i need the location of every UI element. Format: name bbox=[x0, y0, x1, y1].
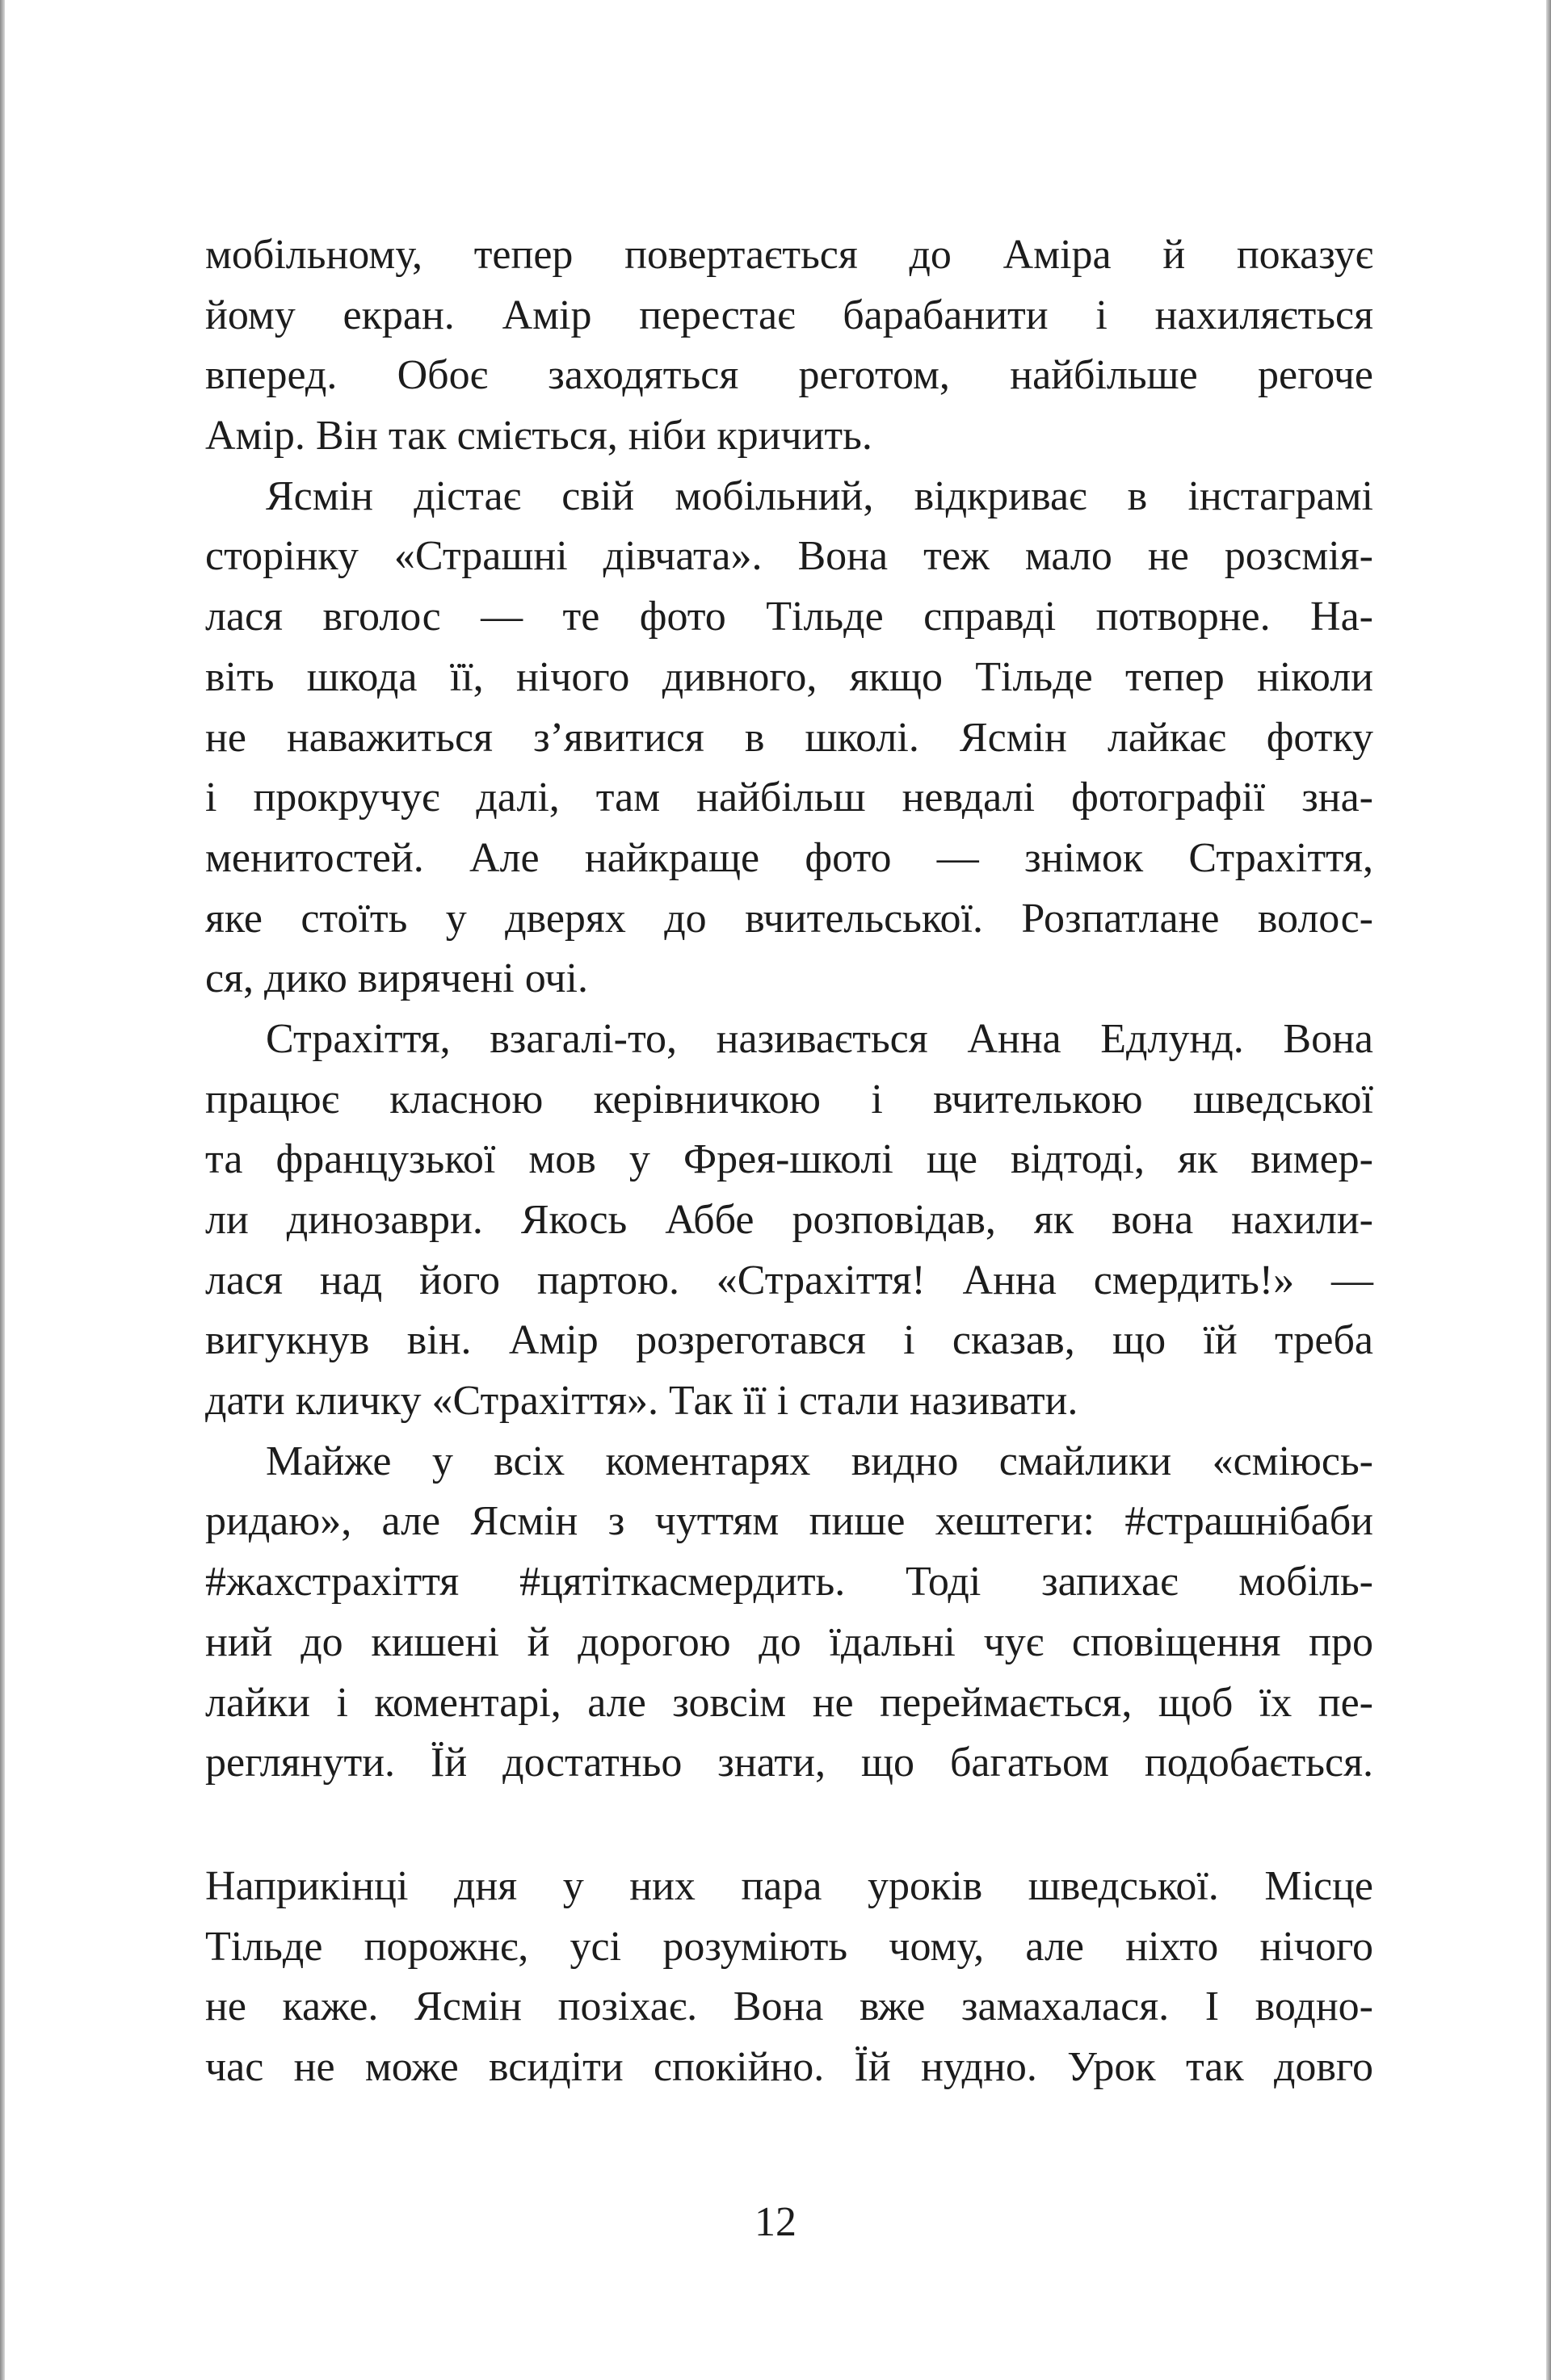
text-line: лася вголос — те фото Тільде справді потворне. На- bbox=[205, 594, 1373, 640]
text-line: і прокручує далі, там найбільш невдалі фотографії зна- bbox=[205, 774, 1373, 821]
text-section-2 bbox=[205, 1857, 1373, 2098]
text-line: ридаю», але Ясмін з чуттям пише хештеги: #страшнібаби bbox=[205, 1498, 1373, 1545]
text-line: дати кличку «Страхіття». Так її і стали називати. bbox=[205, 1378, 1078, 1425]
text-line: ся, дико вирячені очі. bbox=[205, 955, 588, 1002]
text-line: працює класною керівничкою і вчителькою шведської bbox=[205, 1076, 1373, 1123]
text-line: час не може всидіти спокійно. Їй нудно. Урок так довго bbox=[205, 2044, 1373, 2091]
text-line: Ясмін дістає свій мобільний, відкриває в інстаграмі bbox=[266, 472, 1373, 519]
text-line: менитостей. Але найкраще фото — знімок Страхіття, bbox=[205, 834, 1373, 881]
text-line: Страхіття, взагалі-то, називається Анна Едлунд. Вона bbox=[266, 1015, 1373, 1062]
page-number: 12 bbox=[754, 2199, 797, 2245]
text-section-1 bbox=[205, 225, 1373, 1794]
text-line: яке стоїть у дверях до вчительської. Розпатлане волос- bbox=[205, 895, 1373, 942]
text-line: Тільде порожнє, усі розуміють чому, але ніхто нічого bbox=[205, 1923, 1373, 1970]
text-line: сторінку «Страшні дівчата». Вона теж мало не розсмія- bbox=[205, 533, 1373, 580]
text-line: #жахстрахіття #цятіткасмердить. Тоді запихає мобіль- bbox=[205, 1559, 1373, 1606]
text-line: Наприкінці дня у них пара уроків шведської. Місце bbox=[205, 1863, 1373, 1909]
text-line: вигукнув він. Амір розреготався і сказав, що їй треба bbox=[205, 1317, 1373, 1364]
text-line: не наважиться з’явитися в школі. Ясмін лайкає фотку bbox=[205, 714, 1373, 761]
text-line: вперед. Обоє заходяться реготом, найбільше регоче bbox=[205, 352, 1373, 399]
text-line: ний до кишені й дорогою до їдальні чує сповіщення про bbox=[205, 1618, 1373, 1665]
text-line: мобільному, тепер повертається до Аміра й показує bbox=[205, 232, 1373, 278]
text-line: віть шкода її, нічого дивного, якщо Тільде тепер ніколи bbox=[205, 653, 1373, 700]
page-edge-left bbox=[0, 0, 5, 2380]
text-line: та французької мов у Фрея-школі ще відтоді, як вимер- bbox=[205, 1136, 1373, 1183]
text-line: не каже. Ясмін позіхає. Вона вже замахалася. І водно- bbox=[205, 1983, 1373, 2030]
text-line: лайки і коментарі, але зовсім не переймається, щоб їх пе- bbox=[205, 1679, 1373, 1726]
text-line: йому екран. Амір перестає барабанити і нахиляється bbox=[205, 292, 1373, 338]
page-edge-right bbox=[1546, 0, 1551, 2380]
text-line: реглянути. Їй достатньо знати, що багатьом подобається. bbox=[205, 1740, 1373, 1786]
text-line: Майже у всіх коментарях видно смайлики «сміюсь- bbox=[266, 1438, 1373, 1484]
text-line: лася над його партою. «Страхіття! Анна смердить!» — bbox=[205, 1257, 1373, 1303]
text-line: ли динозаври. Якось Аббе розповідав, як вона нахили- bbox=[205, 1197, 1373, 1243]
text-line: Амір. Він так сміється, ніби кричить. bbox=[205, 413, 872, 460]
